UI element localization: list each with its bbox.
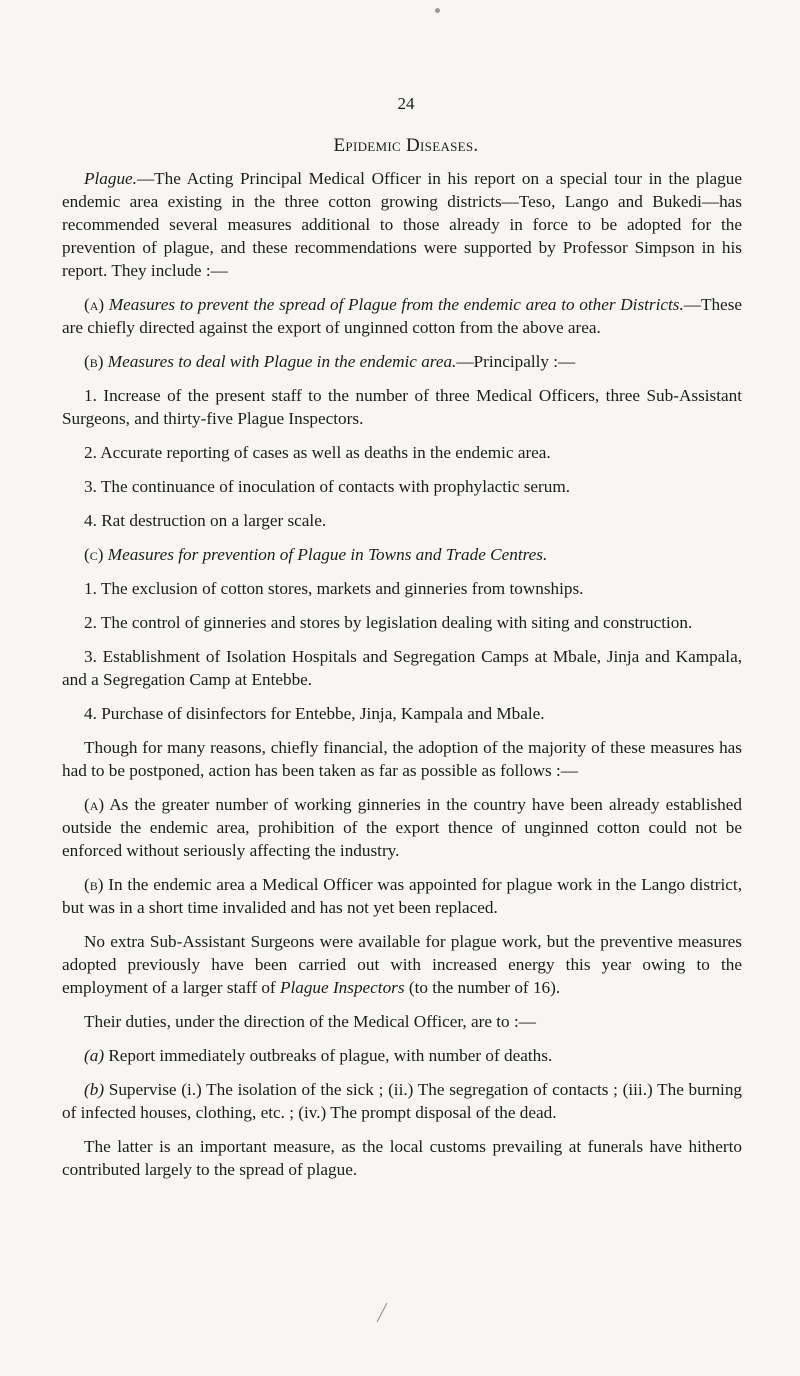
no-extra-text: No extra Sub-Assistant Surgeons were available for plague work, but the preventive measures adopted previously have been carried out with increased energy this year owing to the employment of a larger staff of xyxy=(62,932,742,997)
paragraph-intro xyxy=(62,167,742,282)
section-b-item: 2. Accurate reporting of cases as well as deaths in the endemic area. xyxy=(84,443,551,462)
action-b-text: In the endemic area a Medical Officer was appointed for plague work in the Lango district, but was in a short time invalided and has not yet been replaced. xyxy=(62,875,742,917)
document-page xyxy=(62,92,742,1192)
duty-b-text: Supervise (i.) The isolation of the sick ; (ii.) The segregation of contacts ; (iii.) The burning of infected houses, clothing, etc. ; (iv.) The prompt disposal of the dead. xyxy=(62,1080,743,1122)
paragraph-action-b xyxy=(62,873,742,919)
intro-dash: — xyxy=(136,169,155,188)
duty-a-label: (a) xyxy=(84,1046,105,1065)
paragraph-duty-a xyxy=(62,1044,742,1067)
paragraph-latter: The latter is an important measure, as the local customs prevailing at funerals have hitherto contributed largely to the spread of plague. xyxy=(62,1137,742,1179)
section-heading: Epidemic Diseases. xyxy=(333,135,479,156)
action-a-text: As the greater number of working ginneries in the country have been already established outside the endemic area, prohibition of the export thence of unginned cotton could not be enforced without seriously affecting the industry. xyxy=(62,795,742,860)
pencil-stroke-mark xyxy=(373,1300,391,1324)
paragraph-section-c xyxy=(62,543,742,566)
duty-a-text: Report immediately outbreaks of plague, with number of deaths. xyxy=(108,1046,553,1065)
paragraph-no-extra xyxy=(62,930,742,999)
paragraph-section-b xyxy=(62,350,742,373)
section-a-title: Measures to prevent the spread of Plague from the endemic area to other Districts. xyxy=(108,295,684,314)
paragraph-duties: Their duties, under the direction of the Medical Officer, are to :— xyxy=(84,1012,536,1031)
no-extra-italic: Plague Inspectors xyxy=(279,978,405,997)
section-c-title: Measures for prevention of Plague in Towns and Trade Centres. xyxy=(107,545,548,564)
section-b-text: —Principally :— xyxy=(456,352,576,371)
paragraph-action-a xyxy=(62,793,742,862)
section-b-title: Measures to deal with Plague in the endemic area. xyxy=(107,352,457,371)
section-b-item: 3. The continuance of inoculation of contacts with prophylactic serum. xyxy=(84,477,571,496)
intro-lead: Plague. xyxy=(84,169,137,188)
speck-mark xyxy=(435,8,440,13)
paragraph-though: Though for many reasons, chiefly financial, the adoption of the majority of these measures has had to be postponed, action has been taken as far as possible as follows :— xyxy=(62,738,742,780)
section-c-item: 4. Purchase of disinfectors for Entebbe, Jinja, Kampala and Mbale. xyxy=(84,704,545,723)
section-c-item: 2. The control of ginneries and stores by legislation dealing with siting and construction. xyxy=(84,613,693,632)
section-b-label: (b) xyxy=(84,352,104,371)
action-a-label: (a) xyxy=(84,795,105,814)
section-c-item: 3. Establishment of Isolation Hospitals and Segregation Camps at Mbale, Jinja and Kampala, and a Segregation Camp at Entebbe. xyxy=(62,647,742,689)
section-b-item: 4. Rat destruction on a larger scale. xyxy=(84,511,327,530)
no-extra-tail: (to the number of 16). xyxy=(408,978,561,997)
section-a-label: (a) xyxy=(84,295,105,314)
section-c-label: (c) xyxy=(84,545,104,564)
intro-text: The Acting Principal Medical Officer in his report on a special tour in the plague endemic area existing in the three cotton growing districts—Teso, Lango and Bukedi—has recommended several measures additional to those already in force to be adopted for the prevention of plague, and these recommendations were supported by Professor Simpson in his report. They include :— xyxy=(62,169,742,280)
page-number: 24 xyxy=(397,94,415,113)
paragraph-duty-b xyxy=(62,1078,742,1124)
section-b-item: 1. Increase of the present staff to the number of three Medical Officers, three Sub-Assistant Surgeons, and thirty-five Plague Inspectors. xyxy=(62,386,742,428)
section-a-text: —These are chiefly directed against the export of unginned cotton from the above area. xyxy=(62,295,743,337)
duty-b-label: (b) xyxy=(84,1080,105,1099)
paragraph-section-a xyxy=(62,293,742,339)
action-b-label: (b) xyxy=(84,875,104,894)
section-c-item: 1. The exclusion of cotton stores, markets and ginneries from townships. xyxy=(84,579,584,598)
